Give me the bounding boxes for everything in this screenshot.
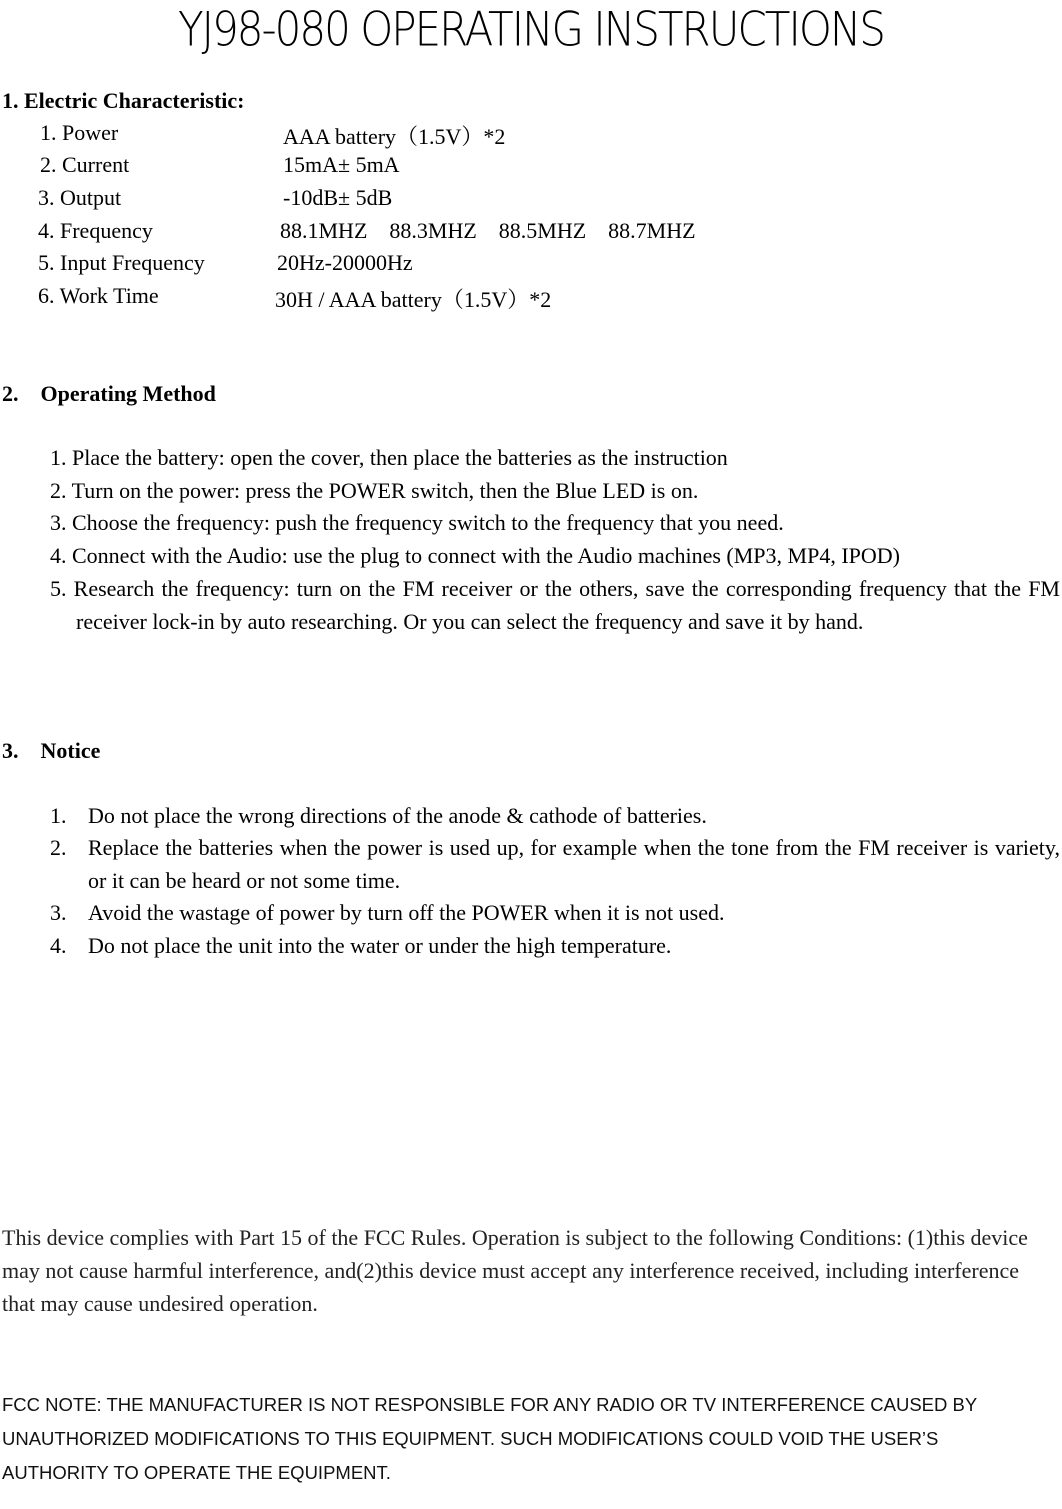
operating-step-4: 4. Connect with the Audio: use the plug to connect with the Audio machines (MP3, MP4, IPOD) xyxy=(50,543,900,568)
operating-step-3: 3. Choose the frequency: push the frequency switch to the frequency that you need. xyxy=(50,510,784,535)
spec-label-work-time: 6. Work Time xyxy=(38,283,159,308)
spec-value-work-time: 30H / AAA battery（1.5V）*2 xyxy=(275,287,552,312)
spec-value-current: 15mA± 5mA xyxy=(283,152,400,177)
spec-value-frequency: 88.1MHZ 88.3MHZ 88.5MHZ 88.7MHZ xyxy=(280,218,696,243)
operating-step-1: 1. Place the battery: open the cover, then place the batteries as the instruction xyxy=(50,445,728,470)
section-2-heading: 2. Operating Method xyxy=(2,381,216,406)
notice-number: 1. xyxy=(50,803,67,828)
operating-step-5: 5. Research the frequency: turn on the FM receiver or the others, save the corresponding frequency that the FM receiver lock-in by auto researching. Or you can select the frequency and save it by hand. xyxy=(50,576,1060,634)
spec-value-input-frequency: 20Hz-20000Hz xyxy=(277,250,413,275)
notice-text: Replace the batteries when the power is used up, for example when the tone from the FM receiver is variety, or it can be heard or not some time. xyxy=(88,835,1060,893)
notice-number: 2. xyxy=(50,835,67,860)
notice-text: Do not place the unit into the water or under the high temperature. xyxy=(88,933,672,958)
notice-text: Do not place the wrong directions of the anode & cathode of batteries. xyxy=(88,803,707,828)
fcc-compliance-statement: This device complies with Part 15 of the FCC Rules. Operation is subject to the following Conditions: (1)this device may not cause harmful interference, and(2)this device must accept any interference received, including interference that may cause undesired operation. xyxy=(2,1225,1028,1316)
spec-label-power: 1. Power xyxy=(40,120,119,145)
spec-label-output: 3. Output xyxy=(38,185,122,210)
spec-value-power: AAA battery（1.5V）*2 xyxy=(283,124,506,149)
notice-text: Avoid the wastage of power by turn off the POWER when it is not used. xyxy=(88,900,725,925)
spec-value-output: -10dB± 5dB xyxy=(283,185,393,210)
section-1-heading: 1. Electric Characteristic: xyxy=(2,88,245,113)
operating-step-2: 2. Turn on the power: press the POWER switch, then the Blue LED is on. xyxy=(50,478,699,503)
spec-label-frequency: 4. Frequency xyxy=(38,218,153,243)
spec-label-current: 2. Current xyxy=(40,152,130,177)
document-title: YJ98-080 OPERATING INSTRUCTIONS xyxy=(178,2,884,57)
notice-number: 3. xyxy=(50,900,67,925)
notice-number: 4. xyxy=(50,933,67,958)
spec-label-input-frequency: 5. Input Frequency xyxy=(38,250,205,275)
fcc-note: FCC NOTE: THE MANUFACTURER IS NOT RESPONSIBLE FOR ANY RADIO OR TV INTERFERENCE CAUSED BY UNAUTHORIZED MODIFICATIONS TO THIS EQUIPMENT. SUCH MODIFICATIONS COULD VOID THE USER’S AUTHORITY TO OPERATE THE EQUIPMENT. xyxy=(2,1394,977,1483)
section-3-heading: 3. Notice xyxy=(2,738,101,763)
